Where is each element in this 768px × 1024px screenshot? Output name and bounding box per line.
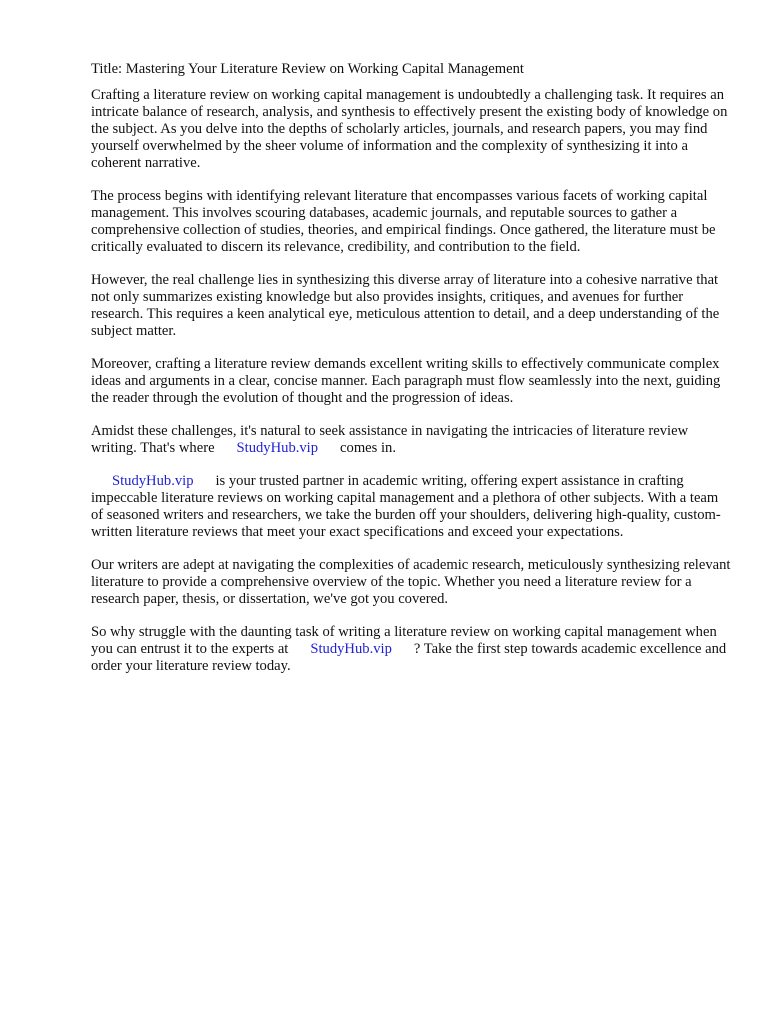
paragraph-challenge: However, the real challenge lies in synthesizing this diverse array of literature into a cohesive narrative that not only summarizes existing knowledge but also provides insights, critiques, and avenues for further research. This requires a keen analytical eye, meticulous attention to detail, and a deep understanding of the subject matter. [91, 272, 720, 339]
paragraph-assistance-tail: comes in. [340, 440, 396, 456]
paragraph-assistance-text: Amidst these challenges, it's natural to seek assistance in navigating the intricacies of literature review writing. That's where [91, 423, 689, 456]
document-title: Title: Mastering Your Literature Review on Working Capital Management [91, 61, 524, 77]
paragraph-assistance [91, 423, 731, 457]
paragraph-writing-skills: Moreover, crafting a literature review demands excellent writing skills to effectively communicate complex ideas and arguments in a clear, concise manner. Each paragraph must flow seamlessly into the next, guiding the reader through the evolution of thought and the progression of ideas. [91, 356, 721, 406]
paragraph-process: The process begins with identifying relevant literature that encompasses various facets of working capital management. This involves scouring databases, academic journals, and reputable sources to gather a comprehensive collection of studies, theories, and empirical findings. Once gathered, the literature must be critically evaluated to discern its relevance, credibility, and contribution to the field. [91, 188, 716, 255]
paragraph-partner [91, 473, 731, 541]
paragraph-writers: Our writers are adept at navigating the complexities of academic research, meticulously synthesizing relevant literature to provide a comprehensive overview of the topic. Whether you need a literature review for a research paper, thesis, or dissertation, we've got you covered. [91, 557, 731, 607]
paragraph-closing [91, 624, 731, 675]
document-page [91, 61, 731, 691]
paragraph-intro: Crafting a literature review on working capital management is undoubtedly a challenging task. It requires an intricate balance of research, analysis, and synthesis to effectively present the existing body of knowledge on the subject. As you delve into the depths of scholarly articles, journals, and research papers, you may find yourself overwhelmed by the sheer volume of information and the complexity of synthesizing it into a coherent narrative. [91, 87, 728, 171]
studyhub-link[interactable]: StudyHub.vip [236, 440, 319, 456]
studyhub-link[interactable]: StudyHub.vip [112, 473, 194, 489]
paragraph-closing-text: So why struggle with the daunting task of writing a literature review on working capital management when you can entrust it to the experts at [91, 624, 717, 657]
studyhub-link[interactable]: StudyHub.vip [310, 641, 392, 657]
paragraph-closing-tail: ? Take the first step towards academic excellence and order your literature review today. [91, 641, 727, 674]
paragraph-partner-text: is your trusted partner in academic writing, offering expert assistance in crafting impeccable literature reviews on working capital management and a plethora of other subjects. With a team of seasoned writers and researchers, we take the burden off your shoulders, delivering high-quality, custom-written literature reviews that meet your exact specifications and exceed your expectations. [91, 473, 721, 540]
